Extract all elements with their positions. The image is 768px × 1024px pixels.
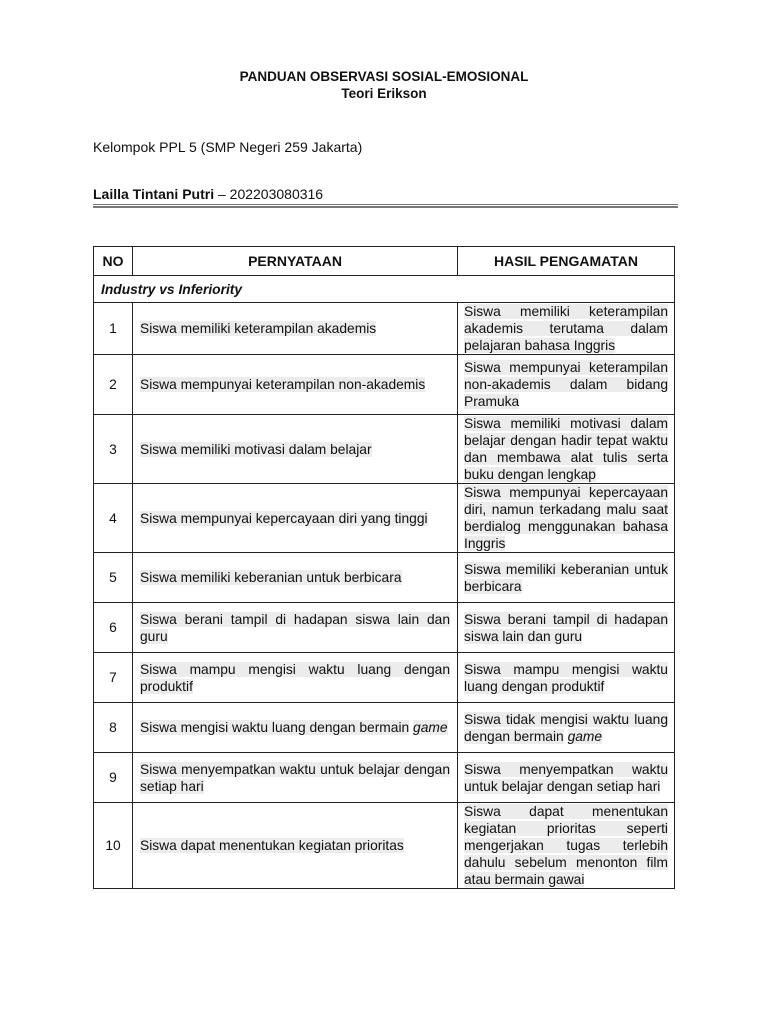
row-result: Siswa mempunyai keterampilan non-akademis dalam bidang Pramuka xyxy=(458,355,675,415)
row-statement: Siswa mempunyai kepercayaan diri yang tinggi xyxy=(133,484,458,553)
row-number: 1 xyxy=(94,303,133,355)
row-result: Siswa memiliki keberanian untuk berbicara xyxy=(458,553,675,603)
italic-word: game xyxy=(567,728,603,744)
table-row xyxy=(94,753,675,803)
row-statement: Siswa mampu mengisi waktu luang dengan produktif xyxy=(133,653,458,703)
table-row xyxy=(94,415,675,484)
row-number: 3 xyxy=(94,415,133,484)
title-main: PANDUAN OBSERVASI SOSIAL-EMOSIONAL xyxy=(239,69,529,84)
header-no: NO xyxy=(94,247,133,276)
row-statement: Siswa memiliki motivasi dalam belajar xyxy=(133,415,458,484)
author-line xyxy=(93,186,323,202)
table-row xyxy=(94,603,675,653)
row-result: Siswa memiliki motivasi dalam belajar dengan hadir tepat waktu dan membawa alat tulis serta buku dengan lengkap xyxy=(458,415,675,484)
table-row xyxy=(94,703,675,753)
row-result: Siswa dapat menentukan kegiatan prioritas seperti mengerjakan tugas terlebih dahulu sebelum menonton film atau bermain gawai xyxy=(458,803,675,889)
document-title xyxy=(0,68,768,102)
row-statement: Siswa memiliki keberanian untuk berbicara xyxy=(133,553,458,603)
header-statement: PERNYATAAN xyxy=(133,247,458,276)
row-number: 7 xyxy=(94,653,133,703)
italic-word: game xyxy=(413,720,448,735)
header-result: HASIL PENGAMATAN xyxy=(458,247,675,276)
row-number: 5 xyxy=(94,553,133,603)
row-result: Siswa memiliki keterampilan akademis terutama dalam pelajaran bahasa Inggris xyxy=(458,303,675,355)
author-name: Lailla Tintani Putri xyxy=(93,186,215,202)
row-number: 9 xyxy=(94,753,133,803)
table-row xyxy=(94,355,675,415)
row-statement: Siswa berani tampil di hadapan siswa lain dan guru xyxy=(133,603,458,653)
section-row xyxy=(94,276,675,303)
row-statement: Siswa memiliki keterampilan akademis xyxy=(133,303,458,355)
group-label: Kelompok PPL 5 (SMP Negeri 259 Jakarta) xyxy=(93,139,363,155)
row-result: Siswa mampu mengisi waktu luang dengan produktif xyxy=(458,653,675,703)
row-number: 2 xyxy=(94,355,133,415)
row-result: Siswa berani tampil di hadapan siswa lain dan guru xyxy=(458,603,675,653)
header-divider xyxy=(93,204,678,208)
row-number: 4 xyxy=(94,484,133,553)
row-statement: Siswa mempunyai keterampilan non-akademis xyxy=(133,355,458,415)
table-row xyxy=(94,553,675,603)
title-sub: Teori Erikson xyxy=(341,86,427,101)
row-statement: Siswa menyempatkan waktu untuk belajar dengan setiap hari xyxy=(133,753,458,803)
table-row xyxy=(94,653,675,703)
author-id: – 202203080316 xyxy=(217,186,324,202)
table-row xyxy=(94,303,675,355)
row-result: Siswa tidak mengisi waktu luang dengan bermain game xyxy=(458,703,675,753)
table-header-row xyxy=(94,247,675,276)
row-number: 6 xyxy=(94,603,133,653)
observation-table xyxy=(93,246,675,889)
section-label: Industry vs Inferiority xyxy=(94,276,675,303)
row-number: 10 xyxy=(94,803,133,889)
row-statement: Siswa mengisi waktu luang dengan bermain game xyxy=(133,703,458,753)
row-result: Siswa menyempatkan waktu untuk belajar dengan setiap hari xyxy=(458,753,675,803)
table-row xyxy=(94,803,675,889)
row-result: Siswa mempunyai kepercayaan diri, namun terkadang malu saat berdialog menggunakan bahasa Inggris xyxy=(458,484,675,553)
row-statement: Siswa dapat menentukan kegiatan prioritas xyxy=(133,803,458,889)
row-number: 8 xyxy=(94,703,133,753)
table-row xyxy=(94,484,675,553)
